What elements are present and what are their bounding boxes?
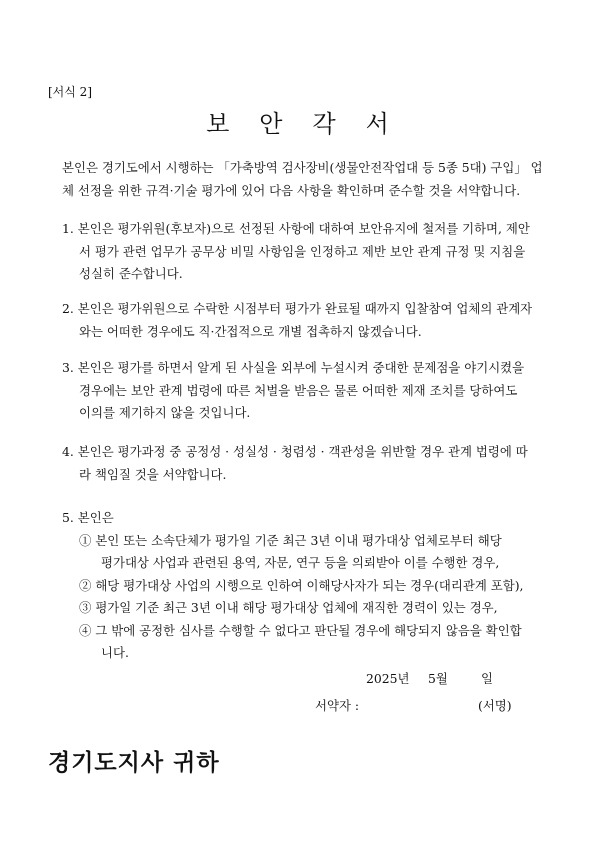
- signer-label: 서약자 :: [315, 698, 360, 713]
- pledge-line: 2. 본인은 평가위원으로 수락한 시점부터 평가가 완료될 때까지 입찰참여 업체의 관계자: [62, 301, 533, 316]
- date-month: 5월: [428, 671, 448, 686]
- pledge-line: 와는 어떠한 경우에도 직·간접적으로 개별 접촉하지 않겠습니다.: [79, 323, 422, 339]
- conflict-clause-1-cont: 평가대상 사업과 관련된 용역, 자문, 연구 등을 의뢰받아 이를 수행한 경우,: [101, 555, 500, 570]
- pledge-line: 경우에는 보안 관계 법령에 따른 처벌을 받음은 물론 어떠한 제재 조치를 당하여도: [79, 382, 518, 398]
- pledge-line: 이의를 제기하지 않을 것입니다.: [79, 405, 251, 420]
- pledge-line: 4. 본인은 평가과정 중 공정성 · 성실성 · 청렴성 · 객관성을 위반할 경우 관계 법령에 따: [62, 444, 528, 459]
- date-year: 2025년: [366, 671, 410, 686]
- form-number: [서식 2]: [48, 85, 92, 99]
- pledge-item-2: [62, 298, 554, 343]
- pledge-item-3: [62, 357, 554, 425]
- conflict-clause-1: ① 본인 또는 소속단체가 평가일 기준 최근 3년 이내 평가대상 업체로부터 해당: [79, 532, 502, 548]
- conflict-clause-2: ② 해당 평가대상 사업의 시행으로 인하여 이해당사자가 되는 경우(대리관계 포함),: [79, 577, 524, 593]
- document-title: 보안각서: [206, 110, 419, 138]
- date-day: 일: [481, 671, 493, 686]
- recipient: 경기도지사 귀하: [48, 750, 220, 776]
- conflict-clause-3: ③ 평가일 기준 최근 3년 이내 해당 평가대상 업체에 재직한 경력이 있는 경우,: [79, 600, 498, 615]
- pledge-item-5: [62, 507, 554, 665]
- signature-field[interactable]: (서명): [478, 698, 512, 713]
- pledge-item-4: [62, 441, 554, 486]
- pledge-item-5-head: 5. 본인은: [62, 510, 114, 525]
- conflict-clause-4: ④ 그 밖에 공정한 심사를 수행할 수 없다고 판단될 경우에 해당되지 않음을 확인합: [79, 622, 522, 638]
- pledge-line: 라 책임질 것을 서약합니다.: [79, 466, 227, 482]
- pledge-line: 성실히 준수합니다.: [79, 266, 183, 281]
- pledge-line: 3. 본인은 평가를 하면서 알게 된 사실을 외부에 누설시켜 중대한 문제점을 야기시켰을: [62, 360, 525, 375]
- intro-line: 체 선정을 위한 규격·기술 평가에 있어 다음 사항을 확인하며 준수할 것을 서약합니다.: [62, 182, 521, 198]
- conflict-clause-4-cont: 니다.: [101, 645, 129, 660]
- intro-line: 본인은 경기도에서 시행하는 「가축방역 검사장비(생물안전작업대 등 5종 5대) 구입」 업: [62, 160, 543, 175]
- pledge-line: 서 평가 관련 업무가 공무상 비밀 사항임을 인정하고 제반 보안 관계 규정 및 지침을: [79, 243, 526, 259]
- pledge-item-1: [62, 218, 554, 286]
- intro-paragraph: [62, 157, 552, 202]
- pledge-line: 1. 본인은 평가위원(후보자)으로 선정된 사항에 대하여 보안유지에 철저를 기하며, 제안: [62, 221, 530, 236]
